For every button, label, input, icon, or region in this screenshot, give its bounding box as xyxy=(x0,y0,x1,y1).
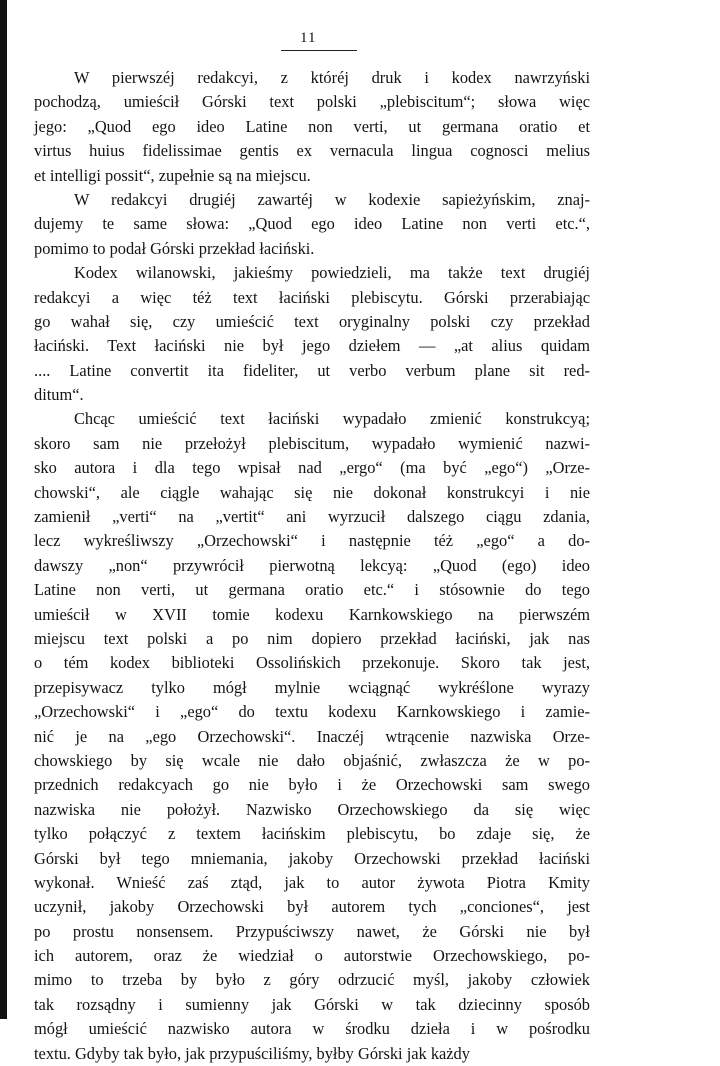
text-line: umieścił w XVII tomie kodexu Karnkowskiego na pierwszém xyxy=(34,604,590,624)
text-line: W pierwszéj redakcyi, z któréj druk i kodex nawrzyński xyxy=(74,68,590,87)
text-line: skoro sam nie przełożył plebiscitum, wypadało wymienić nazwi- xyxy=(34,433,590,453)
page-number: 11 xyxy=(300,30,317,46)
text-line: chowskiego by się wcale nie dało objaśnić, zwłaszcza że w po- xyxy=(34,750,590,770)
header-rule xyxy=(281,50,357,51)
text-line: W redakcyi drugiéj zawartéj w kodexie sapieżyńskim, znaj- xyxy=(74,189,590,209)
text-line: mógł umieścić nazwisko autora w środku dzieła i w pośrodku xyxy=(34,1019,590,1039)
text-line: textu. Gdyby tak było, jak przypuściliśmy, byłby Górski jak każdy xyxy=(34,1043,470,1063)
paragraph xyxy=(34,66,590,188)
text-line: dawszy „non“ przywrócił pierwotną lekcyą: „Quod (ego) ideo xyxy=(34,555,590,575)
paragraph xyxy=(34,407,590,1066)
text-line: mimo to trzeba by było z góry odrzucić myśl, jakoby człowiek xyxy=(34,970,590,990)
text-line: nić je na „ego Orzechowski“. Inaczéj wtrącenie nazwiska Orze- xyxy=(34,726,590,746)
text-line: jego: „Quod ego ideo Latine non verti, ut germana oratio et xyxy=(34,116,590,136)
text-line: ditum“. xyxy=(34,385,84,405)
text-line: Latine non verti, ut germana oratio etc.“ i stósownie do tego xyxy=(34,580,590,600)
page-scan-edge xyxy=(0,0,7,1019)
paragraph xyxy=(34,261,590,407)
text-line: po prostu nonsensem. Przypuściwszy nawet, że Górski nie był xyxy=(34,921,590,941)
text-line: redakcyi a więc téż text łaciński plebiscytu. Górski przerabiając xyxy=(34,287,590,307)
document-body xyxy=(34,66,590,1066)
text-line: „Orzechowski“ i „ego“ do textu kodexu Karnkowskiego i zamie- xyxy=(34,702,590,722)
text-line: lecz wykreśliwszy „Orzechowski“ i następnie téż „ego“ a do- xyxy=(34,531,590,551)
text-line: tylko połączyć z textem łacińskim plebiscytu, bo zdaje się, że xyxy=(34,824,590,844)
text-line: virtus huius fidelissimae gentis ex vernacula lingua cognosci melius xyxy=(34,141,590,161)
text-line: sko autora i dla tego wpisał nad „ergo“ (ma być „ego“) „Orze- xyxy=(34,458,590,478)
text-line: Górski był tego mniemania, jakoby Orzechowski przekład łaciński xyxy=(34,848,590,868)
text-line: przednich redakcyach go nie było i że Orzechowski sam swego xyxy=(34,775,590,795)
text-line: przepisywacz tylko mógł mylnie wciągnąć wykréślone wyrazy xyxy=(34,677,590,697)
text-line: et intelligi possit“, zupełnie są na miejscu. xyxy=(34,165,311,185)
text-line: pochodzą, umieścił Górski text polski „plebiscitum“; słowa więc xyxy=(34,92,590,112)
text-line: uczynił, jakoby Orzechowski był autorem tych „conciones“, jest xyxy=(34,897,590,917)
text-line: wykonał. Wnieść zaś ztąd, jak to autor żywota Piotra Kmity xyxy=(34,872,590,892)
text-line: chowski“, ale ciągle wahając się nie dokonał konstrukcyi i nie xyxy=(34,482,590,502)
text-line: .... Latine convertit ita fideliter, ut verbo verbum plane sit red- xyxy=(34,360,590,380)
text-line: tak rozsądny i sumienny jak Górski w tak dziecinny sposób xyxy=(34,994,590,1014)
text-line: o tém kodex biblioteki Ossolińskich przekonuje. Skoro tak jest, xyxy=(34,653,590,673)
text-line: Chcąc umieścić text łaciński wypadało zmienić konstrukcyą; xyxy=(74,409,590,429)
text-line: dujemy te same słowa: „Quod ego ideo Latine non verti etc.“, xyxy=(34,214,590,234)
text-line: Kodex wilanowski, jakieśmy powiedzieli, ma także text drugiéj xyxy=(74,263,590,283)
text-line: zamienił „verti“ na „vertit“ ani wyrzucił dalszego ciągu zdania, xyxy=(34,507,590,527)
text-line: pomimo to podał Górski przekład łaciński. xyxy=(34,238,315,258)
text-line: nazwiska nie położył. Nazwisko Orzechowskiego da się więc xyxy=(34,799,590,819)
text-line: łaciński. Text łaciński nie był jego dziełem — „at alius quidam xyxy=(34,336,590,356)
text-line: ich autorem, oraz że wiedział o autorstwie Orzechowskiego, po- xyxy=(34,946,590,966)
text-line: miejscu text polski a po nim dopiero przekład łaciński, jak nas xyxy=(34,628,590,648)
paragraph xyxy=(34,188,590,261)
text-line: go wahał się, czy umieścić text oryginalny polski czy przekład xyxy=(34,311,590,331)
